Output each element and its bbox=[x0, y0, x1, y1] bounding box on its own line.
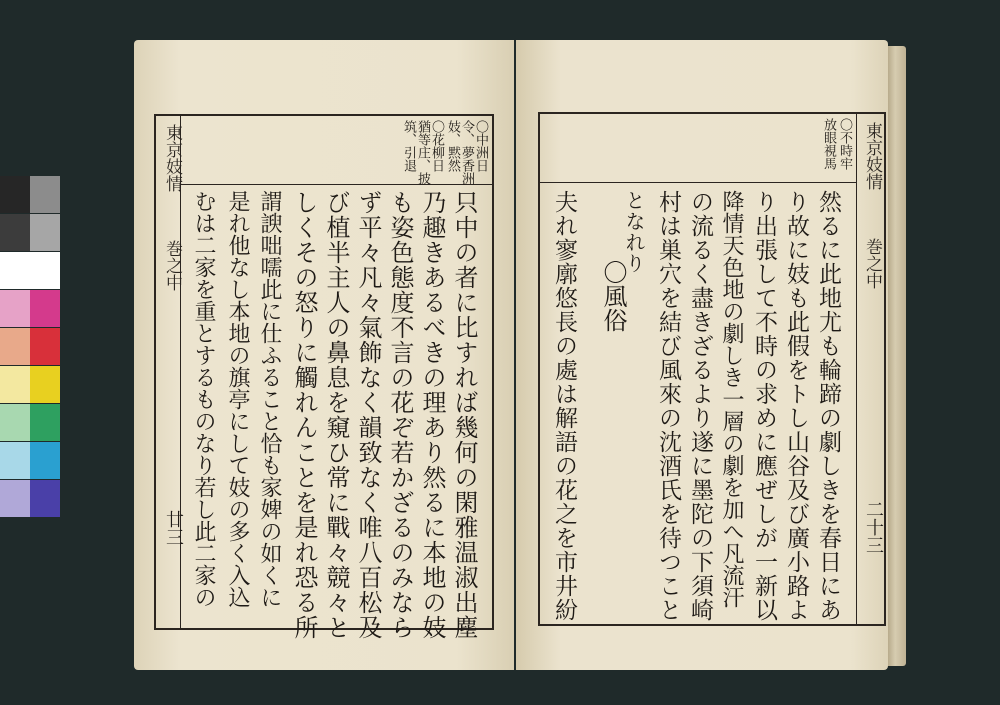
left-note-5: 猶等庄、披 bbox=[414, 120, 430, 185]
color-swatch bbox=[0, 290, 30, 327]
right-note-1: 〇不時牢 bbox=[836, 118, 852, 170]
color-swatch bbox=[0, 480, 30, 517]
color-swatch bbox=[0, 176, 30, 213]
right-margin-volume: 巻之中 bbox=[862, 238, 882, 289]
left-text-column-5: び植半主人の鼻息を窺ひ常に戰々競々と bbox=[322, 190, 350, 640]
left-text-column-6: しくその怒りに觸れんことを是れ恐る所 bbox=[290, 190, 318, 640]
color-swatch bbox=[30, 442, 60, 479]
left-text-column-2: 乃趣きあるべきの理あり然るに本地の妓 bbox=[418, 190, 446, 640]
right-text-column-2: り故に妓も此假をトし山谷及び廣小路よ bbox=[783, 190, 809, 622]
left-note-2: 令、夢香洲 bbox=[458, 120, 474, 185]
right-note-2: 放眼視馬 bbox=[820, 118, 836, 170]
left-text-column-7: 謂諛咄嚅此に仕ふること恰も家婢の如くに bbox=[257, 190, 282, 608]
color-swatch bbox=[0, 328, 30, 365]
right-folio: 二十三 bbox=[863, 500, 884, 554]
open-book bbox=[134, 40, 906, 670]
color-swatch bbox=[0, 404, 30, 441]
color-calibration-chart bbox=[0, 176, 60, 522]
right-notes-divider bbox=[540, 182, 856, 183]
color-swatch bbox=[30, 290, 60, 327]
right-text-column-7: となれり bbox=[622, 190, 646, 274]
right-heading-fuzoku: 〇風俗 bbox=[599, 260, 627, 332]
right-text-column-4: 降情天色地の劇しき一層の劇を加へ凡流汗 bbox=[719, 190, 744, 608]
color-swatch bbox=[0, 366, 30, 403]
right-margin-title: 東京妓情 bbox=[862, 122, 882, 190]
color-swatch bbox=[30, 214, 60, 251]
left-page bbox=[134, 40, 514, 670]
color-swatch bbox=[0, 214, 30, 251]
right-page bbox=[516, 40, 888, 670]
color-swatch bbox=[30, 176, 60, 213]
right-text-column-5: の流るく盡きざるより遂に墨陀の下須崎 bbox=[687, 190, 713, 622]
color-swatch bbox=[30, 366, 60, 403]
left-note-3: 妓、黙然 bbox=[444, 120, 460, 172]
left-margin-title: 東京妓情 bbox=[162, 124, 182, 192]
color-swatch bbox=[0, 252, 30, 289]
color-swatch bbox=[30, 328, 60, 365]
left-note-1: 〇中洲日 bbox=[472, 120, 488, 172]
left-note-4: 〇花柳日 bbox=[428, 120, 444, 172]
left-note-6: 筑、引退 bbox=[400, 120, 416, 172]
color-swatch bbox=[30, 404, 60, 441]
left-folio: 廿三 bbox=[163, 510, 184, 546]
left-text-column-8: 是れ他なし本地の旗亭にして妓の多く入込 bbox=[225, 190, 250, 608]
color-swatch bbox=[0, 442, 30, 479]
left-text-column-3: も姿色態度不言の花ぞ若かざるのみなら bbox=[386, 190, 414, 640]
right-margin-divider bbox=[856, 112, 857, 624]
left-notes-divider bbox=[180, 184, 492, 185]
right-text-column-3: り出張して不時の求めに應ぜしが一新以 bbox=[751, 190, 777, 622]
left-margin-volume: 巻之中 bbox=[162, 240, 182, 291]
book-page-edge bbox=[888, 46, 906, 666]
right-text-column-9: 夫れ寥廓悠長の處は解語の花之を市井紛 bbox=[551, 190, 577, 622]
right-text-column-1: 然るに此地尤も輪蹄の劇しきを春日にあ bbox=[815, 190, 841, 622]
right-text-column-6: 村は巣穴を結び風來の沈酒氏を待つこと bbox=[655, 190, 681, 622]
color-swatch bbox=[30, 252, 60, 289]
color-swatch bbox=[30, 480, 60, 517]
left-text-column-1: 只中の者に比すれば幾何の閑雅温淑出塵 bbox=[450, 190, 478, 640]
left-text-column-4: ず平々凡々氣飾なく韻致なく唯八百松及 bbox=[354, 190, 382, 640]
left-text-column-9: むは二家を重とするものなり若し此二家の bbox=[191, 190, 216, 608]
